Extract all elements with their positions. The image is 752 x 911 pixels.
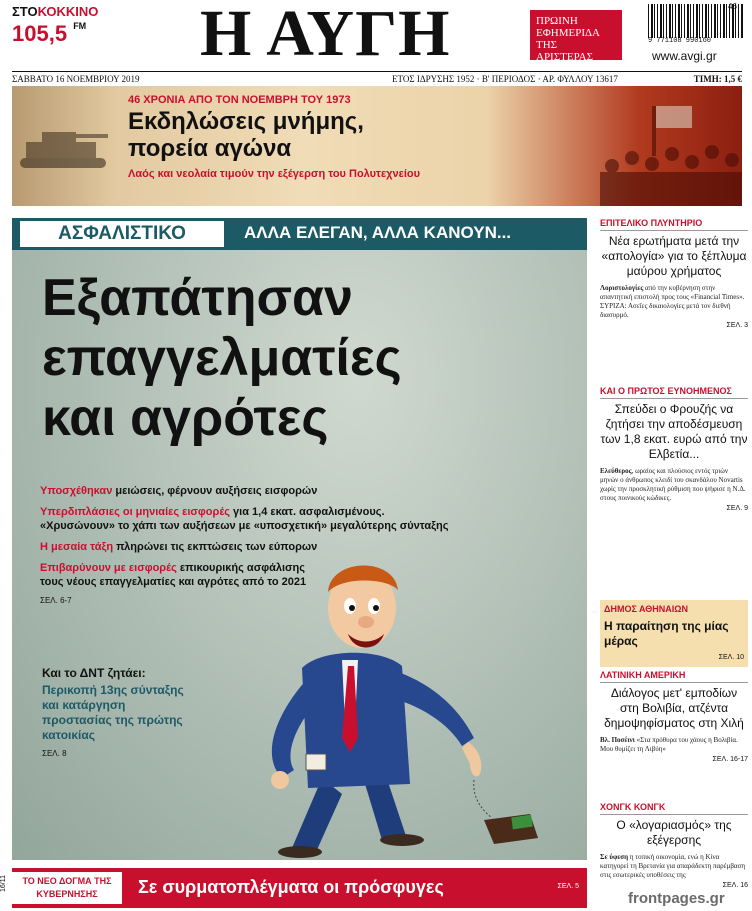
story-page-ref: ΣΕΛ. 9 [726, 505, 748, 512]
radio-frequency [12, 21, 132, 47]
story-title: Διάλογος μετ' εμποδίων στη Βολιβία, ατζέντα δημοψηφίσματος στη Χιλή [604, 686, 744, 730]
story-text [600, 736, 748, 754]
story-kicker: ΛΑΤΙΝΙΚΗ ΑΜΕΡΙΚΗ [600, 670, 748, 683]
bottom-kicker: ΤΟ ΝΕΟ ΔΟΓΜΑ ΤΗΣ ΚΥΒΕΡΝΗΣΗΣ [12, 872, 122, 904]
headline-line: Εξαπάτησαν [42, 269, 353, 327]
story-text-lead: Ελεύθερος [600, 467, 632, 475]
barcode-number: 9 771108 990160 [648, 37, 712, 45]
story-text-lead: Λοριστολογίες [600, 284, 644, 292]
banner-kicker: 46 ΧΡΟΝΙΑ ΑΠΟ ΤΟΝ ΝΟΕΜΒΡΗ ΤΟΥ 1973 [128, 94, 351, 106]
bullet-text: επικουρικής ασφάλισης τους νέους επαγγελματίες και αγρότες από το 2021 [40, 562, 307, 588]
bullet-highlight: Επιβαρύνουν με εισφορές [40, 562, 177, 574]
imf-page-ref: ΣΕΛ. 8 [42, 749, 67, 758]
bottom-page-ref: ΣΕΛ. 5 [557, 883, 579, 890]
crowd-icon [592, 96, 742, 206]
banner-title [128, 108, 488, 162]
headline-line: και αγρότες [42, 389, 329, 447]
radio-ad [12, 4, 132, 47]
story-page-ref: ΣΕΛ. 3 [726, 322, 748, 329]
story-text-lead: Βλ. Ποσέινι [600, 736, 635, 744]
story-text [600, 284, 748, 320]
story-text-body: από την κυβέρνηση στην απαντητική επιστολή προς τους «Financial Times». ΣΥΡΙΖΑ: Ασεΐες δικαιολογίες μετά τον διεθνή διασυρμό. [600, 284, 745, 319]
story-kicker: ΧΟΝΓΚ ΚΟΝΓΚ [600, 802, 748, 815]
tagline-box: ΠΡΩΙΝΗ ΕΦΗΜΕΡΙΔΑ ΤΗΣ ΑΡΙΣΤΕΡΑΣ [530, 10, 622, 60]
story-latin-america[interactable] [600, 670, 748, 763]
story-title: Σπεύδει ο Φρουζής να ζητήσει την αποδέσμευση των 1,8 εκατ. ευρώ από την Ελβετία... [600, 402, 748, 461]
bullet-text: μειώσεις, φέρνουν αυξήσεις εισφορών [112, 485, 318, 497]
banner-subtitle: Λαός και νεολαία τιμούν την εξέγερση του Πολυτεχνείου [128, 168, 421, 180]
lead-story[interactable] [12, 218, 587, 860]
newspaper-logo: Η ΑΥΓΗ [200, 0, 451, 70]
radio-brand-prefix: ΣΤΟ [12, 4, 38, 19]
story-text [600, 467, 748, 503]
rubric-label: ΑΣΦΑΛΙΣΤΙΚΟ [20, 221, 224, 247]
story-page-ref: ΣΕΛ. 16-17 [712, 756, 748, 763]
banner-title-line: Εκδηλώσεις μνήμης, [128, 108, 364, 135]
story-page-ref: ΣΕΛ. 10 [718, 654, 744, 661]
headline-line: επαγγελματίες [42, 329, 402, 387]
story-text-body: , ωραίος και πλούσιος εντός τριών μηνών ο άνθρωπος κλειδί του σκανδάλου Novartis χωρίς την προσκλητική ρύθμιση που ψήφισε η Ν.Δ. στους ποινικούς κώδικες. [600, 467, 746, 502]
bullet-item [40, 484, 460, 498]
radio-freq-value: 105,5 [12, 21, 68, 46]
bullets-page-ref: ΣΕΛ. 6-7 [40, 596, 72, 605]
story-text-body: η τοπική οικονομία, ενώ η Κίνα κατηγορεί τη Βρετανία για απαράδεκτη παρέμβαση στις εσωτερικές υποθέσεις της [600, 853, 746, 879]
issue-founded: ΕΤΟΣ ΙΔΡΥΣΗΣ 1952 · Β' ΠΕΡΙΟΔΟΣ · ΑΡ. ΦΥΛΛΟΥ 13617 [392, 74, 618, 84]
story-page-ref: ΣΕΛ. 16 [722, 882, 748, 889]
story-kicker: ΕΠΙΤΕΛΙΚΟ ΠΛΥΝΤΗΡΙΟ [600, 218, 748, 231]
bullet-highlight: Η μεσαία τάξη [40, 541, 114, 553]
rubric-slogan: ΑΛΛΑ ΕΛΕΓΑΝ, ΑΛΛΑ ΚΑΝΟΥΝ... [244, 223, 512, 242]
polytechnic-banner[interactable] [12, 86, 742, 206]
story-text-body: «Στα πρόθυρα του χάους η Βολιβία. Μου θυμίζει τη Λιβύη» [600, 736, 738, 753]
story-frouzis[interactable] [600, 386, 748, 512]
imf-sidebar [42, 666, 192, 758]
bottom-title: Σε συρματοπλέγματα οι πρόσφυγες [138, 877, 444, 897]
story-title: Η παραίτηση της μίας μέρας [604, 619, 729, 648]
tank-icon [20, 120, 112, 174]
radio-brand [12, 4, 132, 19]
frontpages-watermark: frontpages.gr [628, 890, 725, 907]
website-link[interactable]: www.avgi.gr [652, 49, 717, 63]
issue-code: 46 [728, 2, 737, 11]
story-title: Νέα ερωτήματα μετά την «απολογία» για το ξέπλυμα μαύρου χρήματος [601, 234, 747, 278]
issue-price: ΤΙΜΗ: 1,5 € [693, 74, 742, 84]
rubric-bar [12, 218, 587, 250]
vertical-date: 16/11 [0, 875, 7, 892]
story-athens[interactable] [600, 600, 748, 667]
story-kicker: ΔΗΜΟΣ ΑΘΗΝΑΙΩΝ [604, 604, 689, 614]
cartoon-businessman-icon [212, 548, 572, 858]
bullet-item [40, 505, 460, 533]
bullet-text: πληρώνει τις εκπτώσεις των εύπορων [113, 541, 318, 553]
radio-brand-name: ΚΟΚΚΙΝΟ [37, 4, 99, 19]
bullet-highlight: Υποσχέθηκαν [40, 485, 113, 497]
refugees-story[interactable] [12, 868, 587, 908]
bullet-text: για 1,4 εκατ. ασφαλισμένους. «Χρυσώνουν» το χάπι των αυξήσεων με «υποσχετική» μεγαλύτερης σύνταξης [40, 506, 449, 532]
story-kicker: ΚΑΙ Ο ΠΡΩΤΟΣ ΕΥΝΟΗΜΕΝΟΣ [600, 386, 748, 399]
story-text [600, 853, 748, 880]
issue-date: ΣΑΒΒΑΤΟ 16 ΝΟΕΜΒΡΙΟΥ 2019 [12, 74, 140, 84]
banner-title-line: πορεία αγώνα [128, 135, 292, 162]
imf-kicker: Και το ΔΝΤ ζητάει: [42, 666, 146, 680]
imf-text: Περικοπή 13ης σύνταξης και κατάργηση προστασίας της πρώτης κατοικίας [42, 683, 184, 742]
radio-fm-label: FM [73, 21, 87, 31]
info-bar [12, 71, 742, 85]
story-laundering[interactable] [600, 218, 748, 329]
story-title: Ο «λογαριασμός» της εξέγερσης [616, 818, 732, 847]
lead-headline [42, 268, 402, 448]
story-text-lead: Σε ύφεση [600, 853, 629, 861]
story-hong-kong[interactable] [600, 802, 748, 889]
bullet-highlight: Υπερδιπλάσιες οι μηνιαίες εισφορές [40, 506, 230, 518]
